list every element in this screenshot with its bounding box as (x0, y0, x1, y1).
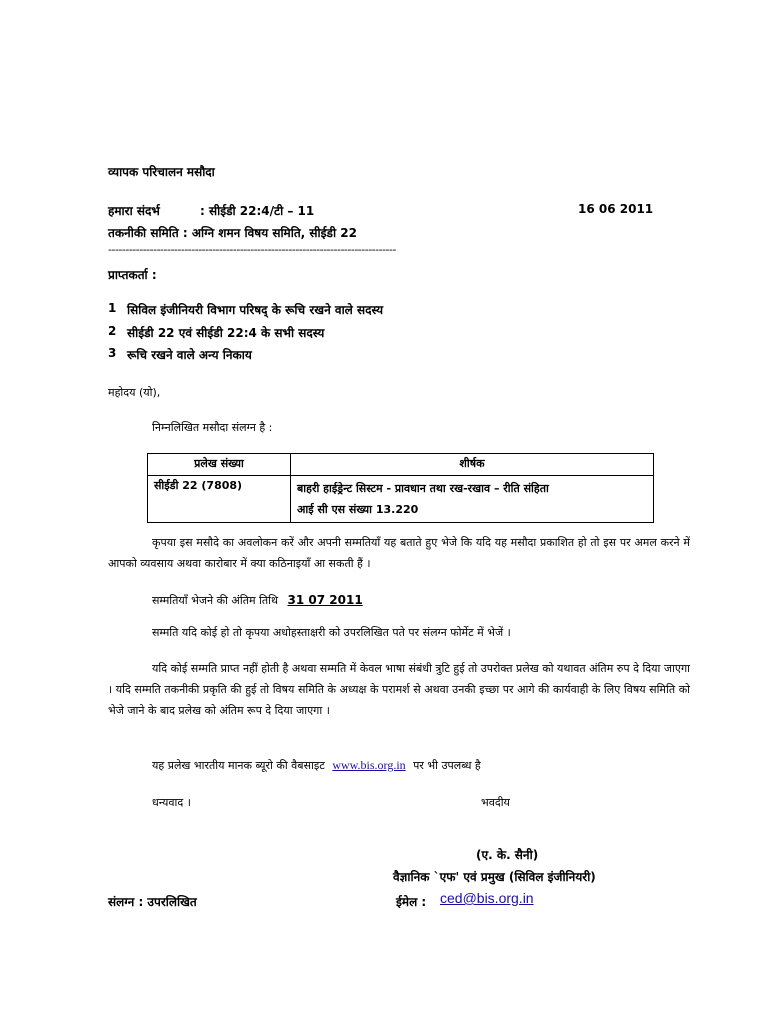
recipient-2-num: 2 (108, 324, 117, 338)
header-doc-number: प्रलेख संख्या (148, 454, 291, 476)
paragraph-review-request (108, 532, 690, 574)
closing: भवदीय (481, 796, 510, 809)
recipients-label: प्राप्तकर्ता : (108, 268, 157, 282)
doc-title-cell (291, 476, 654, 523)
deadline-date: 31 07 2011 (287, 593, 363, 607)
committee-line: तकनीकी समिति : अग्नि शमन विषय समिति, सीईडी 22 (108, 226, 357, 240)
paragraph-finalization-text: यदि कोई सम्मति प्राप्त नहीं होती है अथवा सम्मति में केवल भाषा संबंधी त्रुटि हुई तो उपरोक्त प्रलेख को यथावत अंतिम रुप दे दिया जाएगा । यदि सम्मति तकनीकी प्रकृति की हुई तो विषय समिति के अध्यक्ष के परामर्श से अथवा उनकी इच्छा पर आगे की कार्यवाही के लिए विषय समिति को भेजे जाने के बाद प्रलेख को अंतिम रूप दे दिया जाएगा । (108, 662, 690, 717)
deadline-line (152, 593, 363, 608)
paragraph-review-text: कृपया इस मसौदे का अवलोकन करें और अपनी सम्मतियाँ यह बताते हुए भेजे कि यदि यह मसौदा प्रकाशित हो तो इस पर अमल करने में आपको व्यवसाय अथवा कारोबार में क्या कठिनाइयाँ आ सकती हैं । (108, 536, 690, 570)
table-header-row (148, 454, 654, 476)
header-title: शीर्षक (291, 454, 654, 476)
website-line (152, 758, 481, 773)
divider: ----------------------------------------------------------------------------------- (108, 243, 396, 256)
recipient-1-num: 1 (108, 301, 117, 315)
website-link[interactable]: www.bis.org.in (332, 758, 406, 772)
enclosure: संलग्न : उपरलिखित (108, 895, 197, 909)
website-text: यह प्रलेख भारतीय मानक ब्यूरो की वैबसाइट (152, 759, 325, 772)
doc-title-line2: आई सी एस संख्या 13.220 (297, 503, 419, 516)
document-table (147, 453, 654, 523)
recipient-2-text: सीईडी 22 एवं सीईडी 22:4 के सभी सदस्य (127, 326, 325, 340)
recipient-3-num: 3 (108, 346, 117, 360)
signatory-title: वैज्ञानिक `एफ' एवं प्रमुख (सिविल इंजीनियरी) (393, 870, 596, 884)
thanks: धन्यवाद । (152, 796, 191, 809)
reference-label: हमारा संदर्भ (108, 204, 160, 218)
deadline-label: सम्मतियाँ भेजने की अंतिम तिथि (152, 594, 279, 607)
table-row (148, 476, 654, 523)
paragraph-finalization (108, 658, 690, 721)
recipient-3-text: रूचि रखने वाले अन्य निकाय (127, 348, 252, 362)
document-title: व्यापक परिचालन मसौदा (108, 165, 215, 179)
paragraph-send-comments: सम्मति यदि कोई हो तो कृपया अधोहस्ताक्षरी को उपरलिखित पते पर संलग्न फोर्मेट में भेजें । (152, 626, 511, 639)
salutation: महोदय (यो), (108, 386, 161, 399)
reference-value: : सीईडी 22:4/टी – 11 (200, 204, 315, 218)
doc-number-cell: सीईडी 22 (7808) (148, 476, 291, 523)
signatory-name: (ए. के. सैनी) (476, 848, 539, 862)
doc-title-line1: बाहरी हाईड्रेन्ट सिस्टम - प्रावधान तथा रख-रखाव – रीति संहिता (297, 482, 549, 495)
website-suffix: पर भी उपलब्ध है (413, 759, 481, 772)
recipient-1-text: सिविल इंजीनियरी विभाग परिषद् के रूचि रखने वाले सदस्य (127, 303, 384, 317)
reference-date: 16 06 2011 (578, 202, 654, 216)
intro-line: निम्नलिखित मसौदा संलग्न है : (152, 421, 273, 434)
email-link[interactable]: ced@bis.org.in (440, 890, 534, 906)
email-label: ईमेल : (396, 895, 427, 909)
